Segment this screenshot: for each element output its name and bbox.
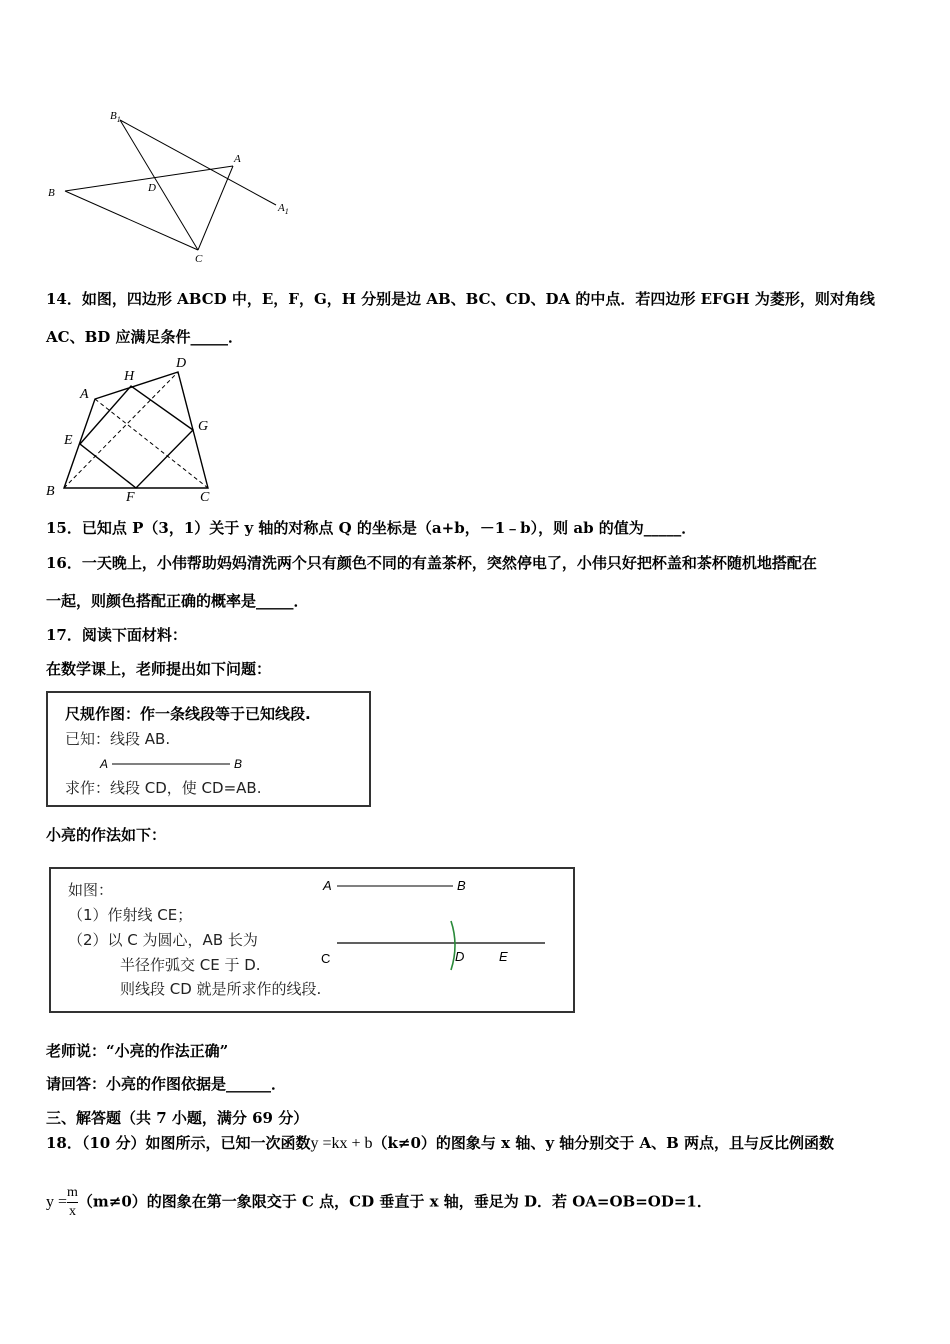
problem-heading: 尺规作图：作一条线段等于已知线段. (65, 705, 311, 723)
segment-ab (88, 753, 248, 773)
quad-label-d: D (176, 356, 187, 371)
method-l5: 则线段 CD 就是所求作的线段. (120, 980, 322, 998)
quad-label-h: H (124, 369, 135, 384)
q18-line2 (46, 1184, 712, 1221)
segment-label-a: A (100, 757, 109, 771)
q17-intro: 在数学课上，老师提出如下问题： (46, 660, 272, 678)
q17-ask: 请回答：小亮的作图依据是______． (46, 1075, 287, 1093)
q18-formula: y =kx + b (310, 1135, 373, 1152)
method-l2: （1）作射线 CE； (68, 906, 193, 924)
q14-line2: AC、BD 应满足条件_____． (46, 328, 243, 346)
method-l4: 半径作弧交 CE 于 D. (120, 956, 261, 974)
q16-line1: 16．一天晚上，小伟帮助妈妈清洗两个只有颜色不同的有盖茶杯，突然停电了，小伟只好把杯盖和茶杯随机地搭配在 (46, 554, 817, 572)
cons-label-a: A (323, 878, 332, 893)
quad-label-a: A (80, 387, 89, 402)
label-b1: $B_1$ (110, 110, 121, 124)
q18-line2-text: （m≠0）的图象在第一象限交于 C 点，CD 垂直于 x 轴，垂足为 D．若 OA=OB=OD=1． (77, 1192, 712, 1211)
cons-label-e: E (499, 949, 508, 964)
frac-numerator: m (67, 1184, 78, 1203)
problem-given: 已知：线段 AB. (65, 730, 171, 748)
cons-label-c: C (321, 951, 331, 966)
label-a1: $A_1$ (278, 202, 289, 216)
segment-label-b: B (234, 757, 243, 771)
q18-fraction (67, 1184, 78, 1221)
figure-triangles (40, 105, 310, 265)
q17-title: 17．阅读下面材料： (46, 626, 187, 644)
q18-y-eq: y = (46, 1193, 68, 1211)
q14-line1: 14．如图，四边形 ABCD 中，E，F，G，H 分别是边 AB、BC、CD、DA 的中点．若四边形 EFGH 为菱形，则对角线 (46, 290, 875, 308)
construction-figure (311, 873, 551, 973)
quad-label-f: F (126, 490, 135, 504)
method-box (49, 867, 575, 1013)
q17-method-label: 小亮的作法如下： (46, 826, 167, 844)
cons-label-b: B (457, 878, 466, 893)
quad-label-b: B (46, 484, 55, 499)
label-a: A (234, 153, 241, 165)
section-3-heading: 三、解答题（共 7 小题，满分 69 分） (46, 1109, 309, 1127)
quad-label-e: E (64, 433, 73, 448)
q18-line1 (46, 1132, 834, 1153)
q15-text: 15．已知点 P（3，1）关于 y 轴的对称点 Q 的坐标是（a+b，－1﹣b），则 ab 的值为_____． (46, 519, 697, 537)
quad-label-g: G (198, 419, 209, 434)
q16-line2: 一起，则颜色搭配正确的概率是_____． (46, 592, 309, 610)
problem-request: 求作：线段 CD，使 CD=AB. (65, 779, 262, 797)
q18-post: （k≠0）的图象与 x 轴、y 轴分别交于 A、B 两点，且与反比例函数 (372, 1134, 835, 1152)
figure-quadrilateral (40, 352, 230, 504)
q17-teacher: 老师说：“小亮的作法正确” (46, 1042, 229, 1060)
cons-label-d: D (455, 949, 465, 964)
label-d: D (148, 182, 156, 194)
method-l1: 如图： (68, 881, 114, 899)
label-b: B (48, 187, 55, 199)
frac-denominator: x (68, 1204, 76, 1219)
q18-pre: 18．（10 分）如图所示，已知一次函数 (46, 1134, 311, 1152)
problem-box (46, 691, 371, 807)
quad-label-c: C (200, 490, 210, 504)
label-c: C (195, 253, 203, 265)
method-l3: （2）以 C 为圆心，AB 长为 (68, 931, 258, 949)
